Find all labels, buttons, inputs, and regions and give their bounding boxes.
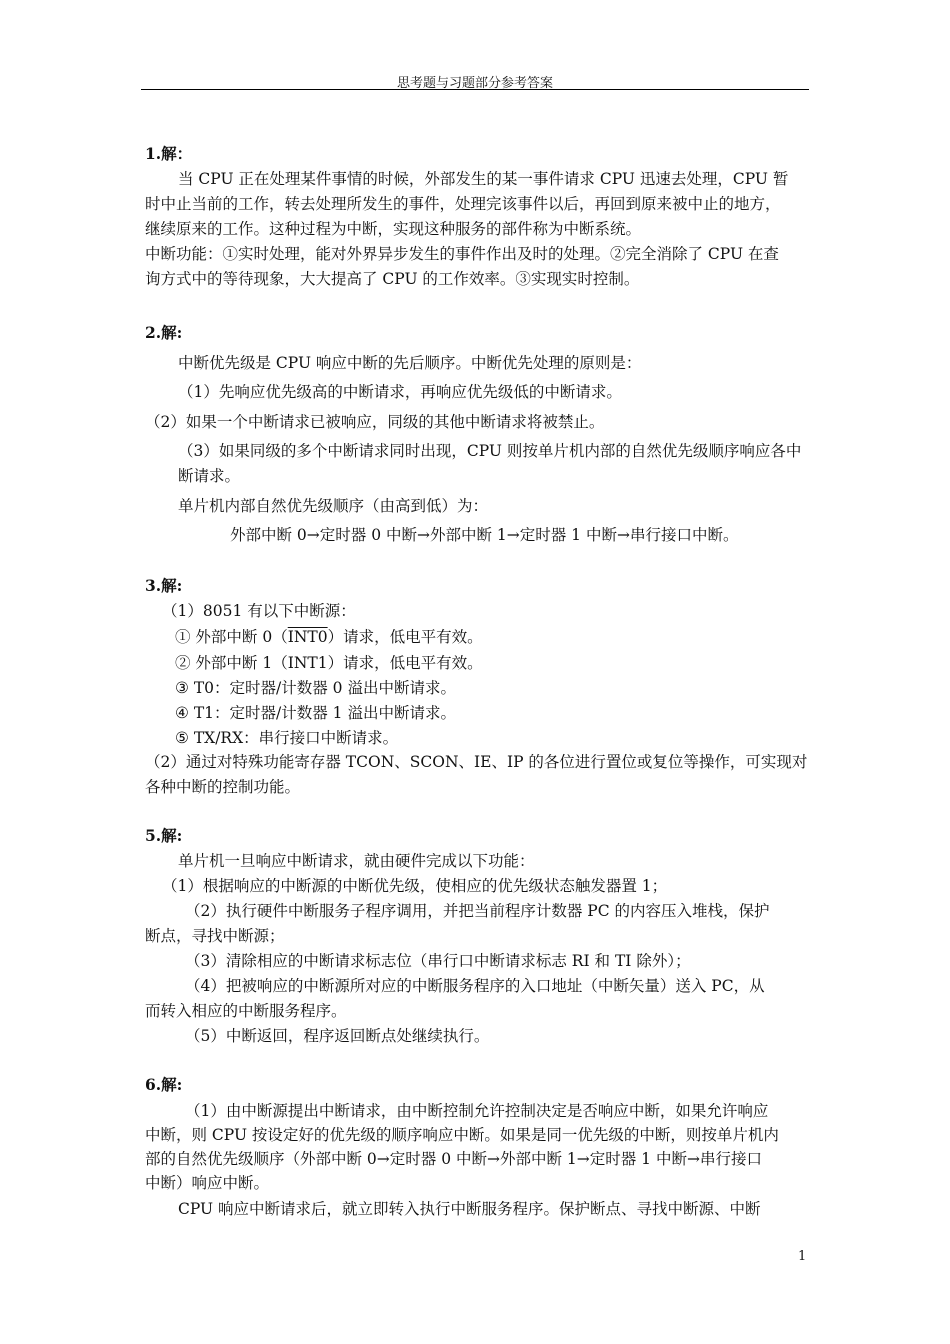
text-line: 断点，寻找中断源；: [145, 927, 285, 945]
text-line: CPU 响应中断请求后，就立即转入执行中断服务程序。保护断点、寻找中断源、中断: [178, 1200, 761, 1218]
section-heading-2: 2.解:: [145, 323, 183, 342]
list-item: [175, 627, 483, 647]
text-line: （4）把被响应的中断源所对应的中断服务程序的入口地址（中断矢量）送入 PC，从: [185, 977, 765, 995]
text-line: （3）清除相应的中断请求标志位（串行口中断请求标志 RI 和 TI 除外）；: [185, 952, 691, 970]
list-item: ③ T0：定时器/计数器 0 溢出中断请求。: [175, 679, 456, 697]
text-line: 中断）响应中断。: [145, 1174, 270, 1192]
text-line: 中断优先级是 CPU 响应中断的先后顺序。中断优先处理的原则是：: [178, 354, 642, 372]
text-line: （1）先响应优先级高的中断请求，再响应优先级低的中断请求。: [178, 383, 622, 401]
text-line: 当 CPU 正在处理某件事情的时候，外部发生的某一事件请求 CPU 迅速去处理，CPU 暂: [178, 170, 789, 188]
text-line: 单片机内部自然优先级顺序（由高到低）为：: [178, 497, 489, 515]
text-line: 中断功能：①实时处理，能对外界异步发生的事件作出及时的处理。②完全消除了 CPU 在查: [145, 245, 779, 263]
text-line: （1）由中断源提出中断请求，由中断控制允许控制决定是否响应中断，如果允许响应: [185, 1102, 769, 1120]
section-heading-5: 5.解:: [145, 826, 183, 845]
text-span: ）请求，低电平有效。: [327, 628, 483, 646]
page-number: 1: [798, 1249, 807, 1264]
text-line: （3）如果同级的多个中断请求同时出现，CPU 则按单片机内部的自然优先级顺序响应各中: [178, 442, 802, 460]
list-item: ⑤ TX/RX：串行接口中断请求。: [175, 729, 399, 747]
text-line: 外部中断 0→定时器 0 中断→外部中断 1→定时器 1 中断→串行接口中断。: [230, 526, 739, 544]
text-span: ① 外部中断 0（: [175, 628, 288, 646]
text-line: （5）中断返回，程序返回断点处继续执行。: [185, 1027, 490, 1045]
text-line: （2）通过对特殊功能寄存器 TCON、SCON、IE、IP 的各位进行置位或复位等操作，可实现对: [145, 753, 808, 771]
text-line: 询方式中的等待现象，大大提高了 CPU 的工作效率。③实现实时控制。: [145, 270, 640, 288]
text-line: 单片机一旦响应中断请求，就由硬件完成以下功能：: [178, 852, 535, 870]
text-line: 部的自然优先级顺序（外部中断 0→定时器 0 中断→外部中断 1→定时器 1 中断→串行接口: [145, 1150, 762, 1168]
text-line: （2）执行硬件中断服务子程序调用，并把当前程序计数器 PC 的内容压入堆栈，保护: [185, 902, 770, 920]
text-line: 各种中断的控制功能。: [145, 778, 301, 796]
text-line: （2）如果一个中断请求已被响应，同级的其他中断请求将被禁止。: [145, 413, 605, 431]
text-line: （1）8051 有以下中断源：: [162, 602, 356, 620]
text-line: 继续原来的工作。这种过程为中断，实现这种服务的部件称为中断系统。: [145, 220, 642, 238]
page-header: 思考题与习题部分参考答案: [396, 76, 553, 91]
text-line: 而转入相应的中断服务程序。: [145, 1002, 347, 1020]
header-rule: [141, 89, 809, 90]
text-line: 时中止当前的工作，转去处理所发生的事件，处理完该事件以后，再回到原来被中止的地方，: [145, 195, 781, 213]
list-item: ② 外部中断 1（INT1）请求，低电平有效。: [175, 654, 483, 672]
section-heading-1: 1.解：: [145, 144, 193, 163]
text-line: 断请求。: [178, 467, 241, 485]
section-heading-3: 3.解:: [145, 576, 183, 595]
text-line: （1）根据响应的中断源的中断优先级，使相应的优先级状态触发器置 1；: [162, 877, 668, 895]
list-item: ④ T1：定时器/计数器 1 溢出中断请求。: [175, 704, 456, 722]
section-heading-6: 6.解:: [145, 1075, 183, 1094]
text-line: 中断，则 CPU 按设定好的优先级的顺序响应中断。如果是同一优先级的中断，则按单片机内: [145, 1126, 779, 1144]
int0-overline: INT0: [287, 628, 328, 646]
